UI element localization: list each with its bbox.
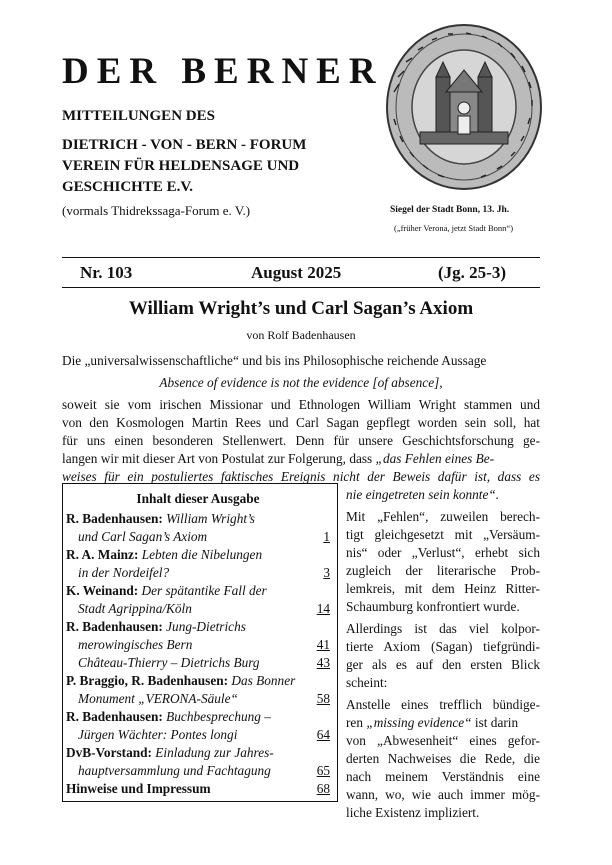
toc-title: William Wright’s <box>166 511 255 526</box>
toc-page[interactable]: 43 <box>316 655 330 670</box>
toc-author: R. Badenhausen: <box>66 619 163 634</box>
subtitle-line: DIETRICH - VON - BERN - FORUM <box>62 137 307 153</box>
toc-page[interactable]: 68 <box>316 781 330 796</box>
toc-title: und Carl Sagan’s Axiom <box>78 529 208 544</box>
toc-page[interactable]: 3 <box>323 565 330 580</box>
text-segment: langen wir mit dieser Art von Postulat zur Folgerung, dass <box>62 451 376 466</box>
column-line: lemkreis, mit dem Heinz Ritter- <box>346 581 540 596</box>
toc-entry-line2[interactable] <box>66 690 330 708</box>
toc-title: merowingisches Bern <box>78 637 193 652</box>
seal-note: („früher Verona, jetzt Stadt Bonn“) <box>394 223 514 233</box>
toc-title: Stadt Agrippina/Köln <box>78 601 192 616</box>
issue-volume: (Jg. 25-3) <box>438 263 506 282</box>
subtitle-line: MITTEILUNGEN DES <box>62 108 215 124</box>
column-line: ger als es auf den ersten Blick <box>346 657 540 672</box>
toc-author: P. Braggio, R. Badenhausen: <box>66 673 229 688</box>
toc-entry[interactable] <box>66 780 330 798</box>
toc-entry-line2[interactable] <box>66 528 330 546</box>
quote-line: Absence of evidence is not the evidence [of absence], <box>159 375 443 390</box>
toc-title: hauptversammlung und Fachtagung <box>78 763 271 778</box>
text-line: weises für ein postuliertes faktisches Ereignis nicht der Beweis dafür ist, dass es <box>62 469 540 484</box>
column-line: liche Existenz impliziert. <box>346 805 480 820</box>
rule-bottom <box>62 287 540 288</box>
column-line: wann, wo, wie auch immer mög- <box>346 787 540 802</box>
toc-title: Buchbesprechung – <box>166 709 271 724</box>
toc-author: R. Badenhausen: <box>66 511 163 526</box>
column-line: Allerdings ist das viel kolpor- <box>346 621 540 636</box>
column-line: zugleich der literarische Prob- <box>346 563 540 578</box>
toc-author: K. Weinand: <box>66 583 139 598</box>
toc-page[interactable]: 58 <box>316 691 330 706</box>
text-line: von den Kosmologen Martin Rees und Carl Sagan gepflegt worden sein soll, hat <box>62 415 540 430</box>
seal-caption: Siegel der Stadt Bonn, 13. Jh. <box>390 205 510 215</box>
text-segment: ist darin <box>471 715 519 730</box>
toc-title: Jung-Dietrichs <box>166 619 246 634</box>
text-line: für uns einen besonderen Stellenwert. Denn für unsere Geschichtsforschung ge- <box>62 433 540 448</box>
column-line: Anstelle eines trefflich bündige- <box>346 697 540 712</box>
toc-title: Monument „VERONA-Säule“ <box>78 691 238 706</box>
toc-entry-line2[interactable] <box>66 762 330 780</box>
column-line: scheint: <box>346 675 388 690</box>
text-segment-italic: „missing evidence“ <box>366 715 472 730</box>
toc-entry-line2[interactable] <box>66 726 330 744</box>
column-line: nie eingetreten sein konnte“. <box>346 487 500 502</box>
column-line: nis“ oder „Verlust“, erhebt sich <box>346 545 540 560</box>
column-line: Schaumburg konfrontiert wurde. <box>346 599 520 614</box>
toc-entry-line2[interactable] <box>66 636 330 654</box>
toc-entry[interactable] <box>66 744 330 762</box>
text-segment-italic: „das Fehlen eines Be- <box>375 451 495 466</box>
toc-author: R. A. Mainz: <box>66 547 139 562</box>
toc-entry[interactable] <box>66 582 330 600</box>
toc-entry-line2[interactable] <box>66 564 330 582</box>
subtitle-line: GESCHICHTE E.V. <box>62 179 194 195</box>
masthead-title: DER BERNER <box>62 51 384 92</box>
column-line <box>346 714 540 732</box>
subtitle-line: VEREIN FÜR HELDENSAGE UND <box>62 158 300 174</box>
issue-date: August 2025 <box>251 263 342 282</box>
rule-top <box>62 257 540 258</box>
former-name: (vormals Thidrekssaga-Forum e. V.) <box>62 203 251 218</box>
column-line: tierte Axiom (Sagan) tiefgründi- <box>346 639 540 654</box>
toc-title: Einladung zur Jahres- <box>155 745 274 760</box>
text-line: Die „universalwissenschaftliche“ und bis ins Philosophische reichende Aussage <box>62 353 487 368</box>
toc-entry[interactable] <box>66 672 330 690</box>
toc-entry[interactable] <box>66 510 330 528</box>
toc-author: Hinweise und Impressum <box>66 781 211 796</box>
column-line: nach meinem Verständnis eine <box>346 769 540 784</box>
toc-entry[interactable] <box>66 708 330 726</box>
column-line: derten Nachweises die Rede, die <box>346 751 540 766</box>
toc-page[interactable]: 41 <box>316 637 330 652</box>
toc-entry-line2[interactable] <box>66 600 330 618</box>
toc-page[interactable]: 14 <box>316 601 330 616</box>
toc-title: Lebten die Nibelungen <box>141 547 263 562</box>
toc-entry[interactable] <box>66 546 330 564</box>
toc-title: Das Bonner <box>231 673 296 688</box>
article-byline: von Rolf Badenhausen <box>246 328 356 342</box>
issue-number: Nr. 103 <box>80 263 133 282</box>
column-line: tigt gleichgesetzt mit „Versäum- <box>346 527 540 542</box>
toc-heading: Inhalt dieser Ausgabe <box>136 491 260 506</box>
text-line: soweit sie vom irischen Missionar und Ethnologen William Wright stammen und <box>62 397 540 412</box>
toc-title: Jürgen Wächter: Pontes longi <box>78 727 238 742</box>
text-segment: ren <box>346 715 367 730</box>
city-seal-icon <box>384 22 544 197</box>
toc-title: Der spätantike Fall der <box>141 583 267 598</box>
toc-page[interactable]: 1 <box>323 529 330 544</box>
toc-entry-line2[interactable] <box>66 654 330 672</box>
toc-title: Château-Thierry – Dietrichs Burg <box>78 655 260 670</box>
toc-page[interactable]: 65 <box>316 763 330 778</box>
toc-author: R. Badenhausen: <box>66 709 163 724</box>
toc-title: in der Nordeifel? <box>78 565 170 580</box>
toc-author: DvB-Vorstand: <box>66 745 152 760</box>
toc-entry[interactable] <box>66 618 330 636</box>
column-line: Mit „Fehlen“, zuweilen berech- <box>346 509 540 524</box>
column-line: von „Abwesenheit“ eines gefor- <box>346 733 540 748</box>
text-line <box>62 450 540 468</box>
toc-page[interactable]: 64 <box>316 727 330 742</box>
article-title: William Wright’s und Carl Sagan’s Axiom <box>128 298 474 319</box>
